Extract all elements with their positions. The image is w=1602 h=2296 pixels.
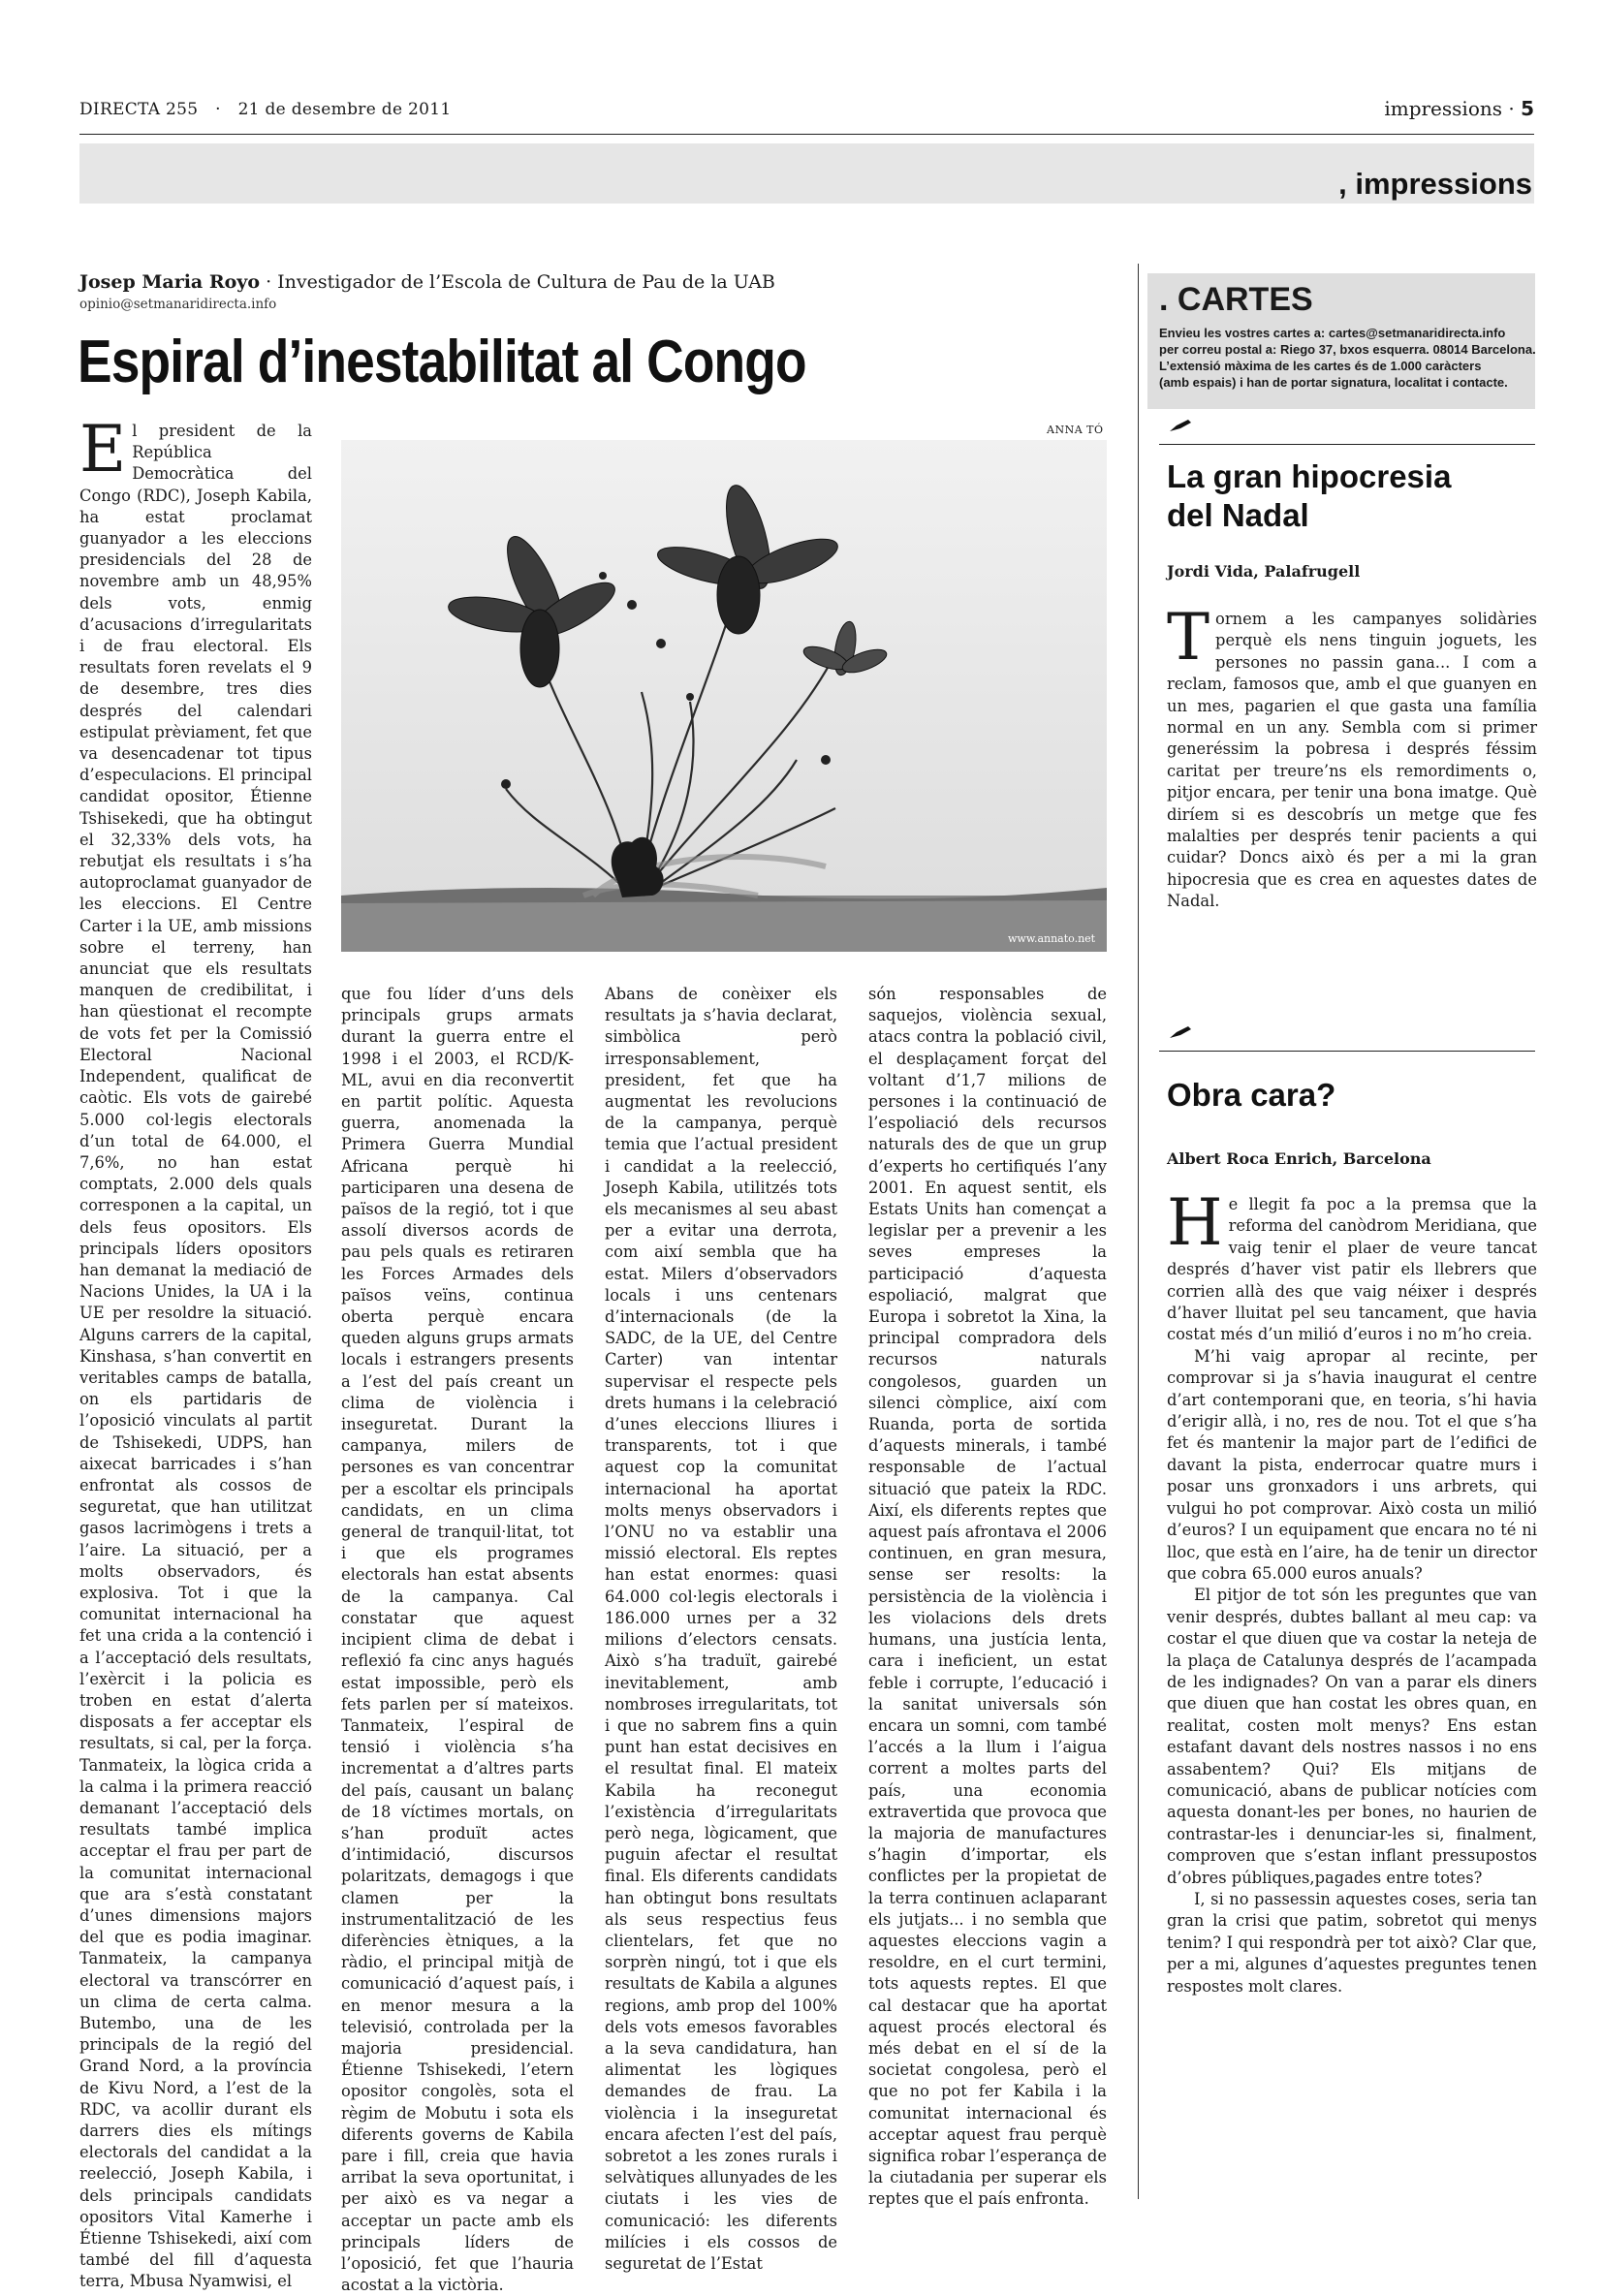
letter-rule bbox=[1159, 1051, 1535, 1052]
cartes-title: . CARTES bbox=[1159, 281, 1313, 318]
letter-author: Jordi Vida, Palafrugell bbox=[1167, 562, 1361, 581]
dropcap: H bbox=[1167, 1185, 1223, 1260]
letter-paragraph: M’hi vaig apropar al recinte, per comprovar si ja s’havia inaugurat el centre d’art contemporani que, en teoria, s’hi havia d’erigir allà, i no, res de nou. Tot el que s’ha fet és mantenir la major part de l’edifici de davant la pista, enderrocar quatre murs i posar uns gronxadors i uns arbrets, qui vulgui ho pot comprovar. Això costa un milió d’euros? I un equipament que encara no té ni lloc, que està en l’aire, ha de tenir un director que cobra 65.000 euros anuals? bbox=[1167, 1346, 1537, 1583]
letter-body bbox=[1167, 1185, 1537, 1997]
letter-text: e llegit fa poc a la premsa que la reforma del canòdrom Meridiana, que vaig tenir el plaer de veure tancat després d’haver vist patir els llebrers que corrien allà des que vaig néixer i després d’haver lluitat pel seu tancament, que havia costat més d’un milió d’euros i no m’ho creia. bbox=[1167, 1195, 1537, 1344]
column-text: són responsables de saquejos, violència sexual, atacs contra la població civil, el desplaçament forçat del voltant d’1,7 milions de persones i la continuació de l’espoliació dels recursos naturals des de que un grup d’experts ho certifiqués l’any 2001. En aquest sentit, els Estats Units han començat a legislar per a prevenir a les seves empreses la participació d’aquesta espoliació, malgrat que Europa i sobretot la Xina, la principal compradora dels recursos naturals congolesos, guarden un silenci còmplice, així com Ruanda, porta de sortida d’aquests minerals, i també responsable de l’actual situació que pateix la RDC. Així, els diferents reptes que aquest país afrontava el 2006 continuen, en gran mesura, sense ser resolts: la persistència de la violència i les violacions dels drets humans, una justícia lenta, cara i ineficient, un estat feble i corrupte, l’educació i la sanitat universals són encara un somni, com també l’accés a la llum i l’aigua corrent a moltes parts del país, una economia extravertida que provoca que la majoria de manufactures s’hagin d’importar, els conflictes per la propietat de la terra continuen aclaparant els jutjats... i no sembla que aquestes eleccions vagin a resoldre, en el curt termini, tots aquests reptes. El que cal destacar que ha aportat aquest procés electoral és més debat en el sí de la societat congolesa, però el que no pot fer Kabila i la comunitat internacional és acceptar aquest frau perquè significa robar l’esperança de la ciutadania per superar els reptes que el país enfronta. bbox=[868, 985, 1107, 2209]
cartes-info-postal: per correu postal a: Riego 37, bxos esquerra. 08014 Barcelona. bbox=[1159, 342, 1536, 357]
section-name: impressions bbox=[1384, 97, 1502, 120]
letter-rule bbox=[1159, 444, 1535, 445]
flower-illustration bbox=[341, 440, 1107, 952]
column-text: que fou líder d’uns dels principals grups armats durant la guerra entre el 1998 i el 2003, el RCD/K-ML, avui en dia reconvertit en partit polític. Aquesta guerra, anomenada la Primera Guerra Mundial Africana perquè hi participaren una desena de països de la regió, tot i que assolí diversos acords de pau pels quals es retiraren les Forces Armades dels països veïns, continua oberta perquè encara queden alguns grups armats locals i estrangers presents a l’est del país creant un clima de violència i inseguretat. Durant la campanya, milers de persones es van concentrar per a escoltar els principals candidats, en un clima general de tranquil·litat, tot i que els programes electorals han estat absents de la campanya. Cal constatar que aquest incipient clima de debat i reflexió fa cinc anys hagués estat impossible, però els fets parlen per sí mateixos. Tanmateix, l’espiral de tensió i violència s’ha incrementat a d’altres parts del país, causant un balanç de 18 víctimes mortals, on s’han produït actes d’intimidació, discursos polaritzats, demagogs i que clamen per la instrumentalització de les diferències ètniques, a la ràdio, el principal mitjà de comunicació d’aquest país, i en menor mesura a la televisió, controlada per la majoria presidencial. Étienne Tshisekedi, l’etern opositor congolès, sota el règim de Mobutu i sota els diferents governs de Kabila pare i fill, creia que havia arribat la seva oportunitat, i per això es va negar a acceptar un pacte amb els principals líders de l’oposició, fet que l’hauria acostat a la victòria. bbox=[341, 985, 574, 2295]
page-section bbox=[1384, 97, 1534, 120]
pen-icon bbox=[1169, 1025, 1192, 1039]
dropcap: E bbox=[79, 412, 127, 487]
letter-title-line: del Nadal bbox=[1167, 497, 1309, 533]
cartes-info bbox=[1159, 325, 1537, 391]
dropcap: T bbox=[1167, 600, 1210, 675]
issue-info bbox=[79, 100, 451, 119]
article-column-3 bbox=[605, 984, 837, 2275]
separator: · bbox=[215, 100, 221, 119]
article-column-4 bbox=[868, 984, 1107, 2211]
separator: · bbox=[1508, 97, 1515, 120]
byline-separator: · bbox=[266, 271, 278, 293]
header-rule bbox=[79, 134, 1534, 135]
section-band bbox=[79, 143, 1534, 204]
letter-title bbox=[1167, 457, 1451, 535]
column-text: l president de la República Democràtica del Congo (RDC), Joseph Kabila, ha estat proclamat guanyador a les eleccions presidencials del 28 de novembre amb un 48,95% dels vots, enmig d’acusacions d’irregularitats i de frau electoral. Els resultats foren revelats el 9 de desembre, tres dies després del calendari estipulat prèviament, fet que va desencadenar tot tipus d’especulacions. El principal candidat opositor, Étienne Tshisekedi, que ha obtingut el 32,33% dels vots, ha rebutjat els resultats i s’ha autoproclamat guanyador de les eleccions. El Centre Carter i la UE, amb missions sobre el terreny, han anunciat que els resultats manquen de credibilitat, i han qüestionat el recompte de vots fet per la Comissió Electoral Nacional Independent, qualificat de caòtic. Els vots de gairebé 5.000 col·legis electorals d’un total de 64.000, el 7,6%, no han estat comptats, 2.000 dels quals corresponen a la capital, un dels feus opositors. Els principals líders opositors han demanat la mediació de Nacions Unides, la UA i la UE per resoldre la situació. Alguns carrers de la capital, Kinshasa, s’han convertit en veritables camps de batalla, on els partidaris de l’oposició vinculats al partit de Tshisekedi, UDPS, han aixecat barricades i s’han enfrontat als cossos de seguretat, que han utilitzat gasos lacrimògens i trets a l’aire. La situació, per a molts observadors, és explosiva. Tot i que la comunitat internacional ha fet una crida a la contenció i a l’acceptació dels resultats, l’exèrcit i la policia es troben en estat d’alerta disposats a fer acceptar els resultats, si cal, per la força. Tanmateix, la lògica crida a la calma i la primera reacció demanant l’acceptació dels resultats també implica acceptar el frau per part de la comunitat internacional que ara s’està constatant d’unes dimensions majors del que es podia imaginar. Tanmateix, la campanya electoral va transcórrer en un clima de certa calma. Butembo, una de les principals de la regió del Grand Nord, a la província de Kivu Nord, a l’est de la RDC, va acollir durant els darrers dies els mítings electorals del candidat a la reelecció, Joseph Kabila, i dels principals candidats opositors Vital Kamerhe i Étienne Tshisekedi, així com també del fill d’aquesta terra, Mbusa Nyamwisi, el bbox=[79, 422, 312, 2291]
article-illustration bbox=[341, 440, 1107, 952]
pen-icon bbox=[1169, 419, 1192, 432]
section-band-title: , impressions bbox=[1338, 167, 1532, 201]
byline bbox=[79, 271, 775, 293]
cartes-info-requirements: (amb espais) i han de portar signatura, localitat i contacte. bbox=[1159, 375, 1508, 390]
article-column-2 bbox=[341, 984, 574, 2296]
issue-date: 21 de desembre de 2011 bbox=[237, 100, 452, 119]
author-name: Josep Maria Royo bbox=[79, 271, 261, 293]
column-divider bbox=[1138, 264, 1139, 2199]
letter-title: Obra cara? bbox=[1167, 1077, 1336, 1113]
article-column-1 bbox=[79, 412, 312, 2293]
letter-paragraph: I, si no passessin aquestes coses, seria tan gran la crisi que patim, sobretot qui menys tenim? I qui respondrà per tot això? Clar que, per a mi, algunes d’aquestes preguntes tenen respostes molt clares. bbox=[1167, 1890, 1537, 1996]
letter-text: ornem a les campanyes solidàries perquè els nens tinguin joguets, les persones no passin gana... I com a reclam, famosos que, amb el que guanyen en un mes, pagarien el que gasta una família normal en un any. Sembla com si primer generéssim la pobresa i després féssim caritat per treure’ns els remordiments o, pitjor encara, per tenir una bona imatge. Què diríem si es descobrís un metge que fes malalties per després tenir pacients a qui cuidar? Doncs això és per a mi la gran hipocresia que es crea en aquestes dates de Nadal. bbox=[1167, 610, 1537, 911]
letter-body bbox=[1167, 600, 1537, 913]
author-email[interactable]: opinio@setmanaridirecta.info bbox=[79, 297, 277, 312]
cartes-info-email: Envieu les vostres cartes a: cartes@setmanaridirecta.info bbox=[1159, 326, 1506, 340]
letter-paragraph: El pitjor de tot són les preguntes que van venir després, dubtes ballant al meu cap: va costar el que diuen que va costar la neteja de la plaça de Catalunya després de l’acampada de les indignades? On van a parar els diners que diuen que han costat les obres quan, en realitat, costen molt menys? Ens estan estafant davant dels nostres nassos i no ens assabentem? Qui? Els mitjans de comunicació, abans de publicar notícies com aquesta donant-les per bones, no haurien de contrastar-les i denunciar-les si, finalment, comproven que s’estan inflant pressupostos d’obres públiques,pagades entre totes? bbox=[1167, 1586, 1537, 1887]
cartes-info-length: L’extensió màxima de les cartes és de 1.000 caràcters bbox=[1159, 359, 1482, 373]
image-watermark: www.annato.net bbox=[1008, 932, 1096, 945]
letter-title-line: La gran hipocresia bbox=[1167, 458, 1452, 494]
page-number: 5 bbox=[1521, 97, 1534, 120]
column-text: Abans de conèixer els resultats ja s’havia declarat, simbòlica però irresponsablement, president, fet que ha augmentat les revolucions de la campanya, perquè temia que l’actual president i candidat a la reelecció, Joseph Kabila, utilitzés tots els mecanismes al seu abast per a evitar una derrota, com així sembla que ha estat. Milers d’observadors locals i uns centenars d’internacionals (de la SADC, de la UE, del Centre Carter) van intentar supervisar el respecte pels drets humans i la celebració d’unes eleccions lliures i transparents, tot i que aquest cop la comunitat internacional ha aportat molts menys observadors i l’ONU no va establir una missió electoral. Els reptes han estat enormes: quasi 64.000 col·legis electorals i 186.000 urnes per a 32 milions d’electors censats. Això s’ha traduït, gairebé inevitablement, amb nombroses irregularitats, tot i que no sabrem fins a quin punt han estat decisives en el resultat final. El mateix Kabila ha reconegut l’existència d’irregularitats però nega, lògicament, que puguin afectar el resultat final. Els diferents candidats han obtingut bons resultats als seus respectius feus clientelars, fet que no sorprèn ningú, tot i que els resultats de Kabila a algunes regions, amb prop del 100% dels vots emesos favorables a la seva candidatura, han alimentat les lògiques demandes de frau. La violència i la inseguretat encara afecten l’est del país, sobretot a les zones rurals i selvàtiques allunyades de les ciutats i les vies de comunicació: les diferents milícies i els cossos de seguretat de l’Estat bbox=[605, 985, 837, 2273]
image-credit: ANNA TÓ bbox=[1047, 424, 1104, 436]
issue-number: DIRECTA 255 bbox=[79, 100, 199, 119]
letter-author: Albert Roca Enrich, Barcelona bbox=[1167, 1149, 1431, 1168]
article-title: Espiral d’inestabilitat al Congo bbox=[78, 329, 806, 395]
author-role: Investigador de l’Escola de Cultura de Pau de la UAB bbox=[277, 271, 775, 293]
